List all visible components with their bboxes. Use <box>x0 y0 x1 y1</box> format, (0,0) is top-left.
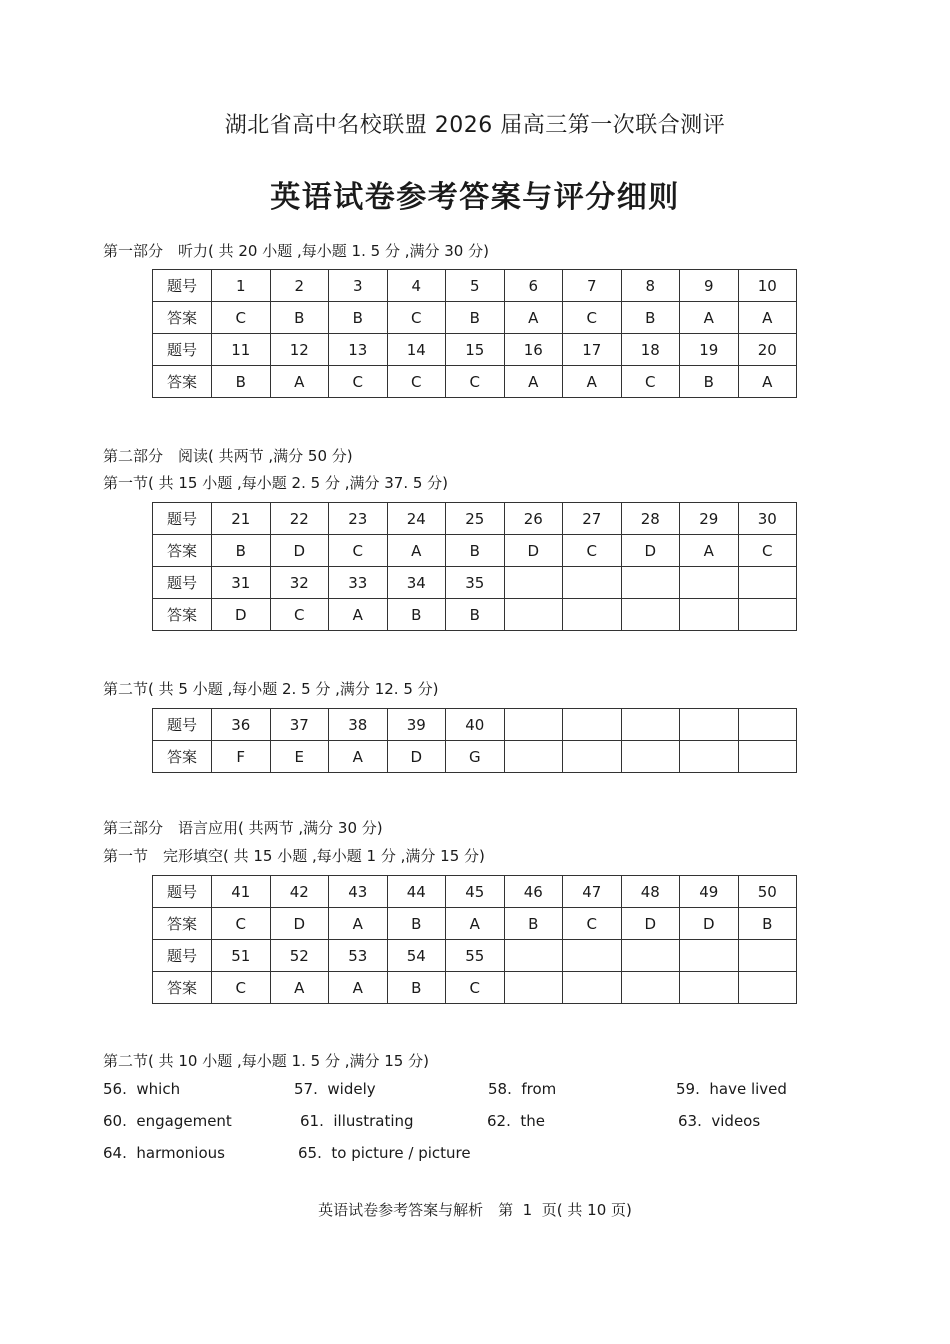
question-row <box>153 567 797 599</box>
question-number-cell: 6 <box>504 270 563 302</box>
question-row <box>153 709 797 741</box>
question-number-cell: 53 <box>329 940 388 972</box>
answer-row-label: 答案 <box>153 366 212 398</box>
answer-cell: E <box>270 741 329 773</box>
answer-cell: A <box>504 302 563 334</box>
answer-cell <box>563 972 622 1004</box>
answer-cell: C <box>563 302 622 334</box>
document-title: 英语试卷参考答案与评分细则 <box>270 180 680 215</box>
fill-answer: 59. have lived <box>676 1080 787 1098</box>
question-number-cell: 37 <box>270 709 329 741</box>
answer-cell: C <box>329 535 388 567</box>
question-number-cell: 36 <box>212 709 271 741</box>
answer-cell: C <box>446 972 505 1004</box>
question-number-cell: 3 <box>329 270 388 302</box>
question-number-cell <box>680 709 739 741</box>
question-number-cell: 20 <box>738 334 797 366</box>
part3-sec1-answer-table <box>152 875 797 1004</box>
question-number-cell <box>504 940 563 972</box>
question-number-cell <box>504 567 563 599</box>
answer-cell: B <box>212 535 271 567</box>
answer-cell: A <box>270 366 329 398</box>
question-number-cell <box>563 567 622 599</box>
question-row <box>153 876 797 908</box>
question-number-cell: 44 <box>387 876 446 908</box>
question-row-label: 题号 <box>153 876 212 908</box>
question-number-cell: 10 <box>738 270 797 302</box>
answer-cell: A <box>387 535 446 567</box>
answer-row <box>153 302 797 334</box>
question-number-cell: 54 <box>387 940 446 972</box>
answer-cell: A <box>446 908 505 940</box>
part2-sec1-answer-table <box>152 502 797 631</box>
question-number-cell: 45 <box>446 876 505 908</box>
answer-row <box>153 908 797 940</box>
question-number-cell <box>738 940 797 972</box>
answer-cell: F <box>212 741 271 773</box>
answer-cell <box>504 972 563 1004</box>
answer-cell: D <box>680 908 739 940</box>
part3-sec2-heading: 第二节( 共 10 小题 ,每小题 1. 5 分 ,满分 15 分) <box>103 1052 429 1070</box>
question-number-cell: 34 <box>387 567 446 599</box>
answer-cell <box>563 599 622 631</box>
question-number-cell: 42 <box>270 876 329 908</box>
question-number-cell: 25 <box>446 503 505 535</box>
answer-row-label: 答案 <box>153 599 212 631</box>
question-number-cell: 39 <box>387 709 446 741</box>
answer-row <box>153 366 797 398</box>
answer-cell <box>504 741 563 773</box>
fill-answer: 64. harmonious <box>103 1144 225 1162</box>
answer-cell: B <box>446 535 505 567</box>
answer-cell <box>680 741 739 773</box>
question-row <box>153 270 797 302</box>
question-number-cell <box>504 709 563 741</box>
answer-cell: C <box>446 366 505 398</box>
answer-cell: C <box>621 366 680 398</box>
fill-answer: 57. widely <box>294 1080 376 1098</box>
part1-heading: 第一部分 听力( 共 20 小题 ,每小题 1. 5 分 ,满分 30 分) <box>103 242 489 260</box>
answer-cell: A <box>329 972 388 1004</box>
question-number-cell: 51 <box>212 940 271 972</box>
question-number-cell: 24 <box>387 503 446 535</box>
fill-answer: 63. videos <box>678 1112 761 1130</box>
answer-cell <box>680 599 739 631</box>
answer-cell: B <box>680 366 739 398</box>
question-number-cell: 55 <box>446 940 505 972</box>
question-number-cell: 13 <box>329 334 388 366</box>
question-number-cell: 52 <box>270 940 329 972</box>
answer-row-label: 答案 <box>153 302 212 334</box>
question-number-cell: 41 <box>212 876 271 908</box>
answer-cell <box>621 599 680 631</box>
question-row <box>153 940 797 972</box>
question-row-label: 题号 <box>153 709 212 741</box>
part3-sec1-heading: 第一节 完形填空( 共 15 小题 ,每小题 1 分 ,满分 15 分) <box>103 847 485 865</box>
question-number-cell: 33 <box>329 567 388 599</box>
answer-cell <box>738 741 797 773</box>
question-number-cell <box>563 940 622 972</box>
part2-sec2-heading: 第二节( 共 5 小题 ,每小题 2. 5 分 ,满分 12. 5 分) <box>103 680 439 698</box>
answer-cell: B <box>387 599 446 631</box>
question-row-label: 题号 <box>153 567 212 599</box>
question-row <box>153 503 797 535</box>
answer-cell: B <box>446 599 505 631</box>
question-number-cell <box>621 709 680 741</box>
answer-cell: G <box>446 741 505 773</box>
fill-answer: 62. the <box>487 1112 546 1130</box>
question-number-cell: 4 <box>387 270 446 302</box>
answer-cell: B <box>446 302 505 334</box>
question-number-cell: 15 <box>446 334 505 366</box>
answer-cell: A <box>329 908 388 940</box>
question-row-label: 题号 <box>153 334 212 366</box>
exam-title: 湖北省高中名校联盟 2026 届高三第一次联合测评 <box>224 113 726 138</box>
answer-cell <box>504 599 563 631</box>
answer-cell: B <box>621 302 680 334</box>
question-number-cell <box>621 567 680 599</box>
question-number-cell: 47 <box>563 876 622 908</box>
answer-cell: B <box>387 908 446 940</box>
answer-cell: C <box>563 908 622 940</box>
answer-cell: C <box>387 366 446 398</box>
question-number-cell: 7 <box>563 270 622 302</box>
question-number-cell: 32 <box>270 567 329 599</box>
answer-cell: C <box>212 302 271 334</box>
question-number-cell: 29 <box>680 503 739 535</box>
answer-cell: B <box>329 302 388 334</box>
answer-cell: C <box>387 302 446 334</box>
answer-cell: D <box>270 535 329 567</box>
answer-cell: B <box>212 366 271 398</box>
question-number-cell: 17 <box>563 334 622 366</box>
answer-cell: A <box>270 972 329 1004</box>
question-row-label: 题号 <box>153 940 212 972</box>
answer-row <box>153 741 797 773</box>
question-number-cell: 1 <box>212 270 271 302</box>
fill-answer: 58. from <box>488 1080 557 1098</box>
answer-cell: A <box>680 535 739 567</box>
question-number-cell: 12 <box>270 334 329 366</box>
question-number-cell: 31 <box>212 567 271 599</box>
question-number-cell <box>563 709 622 741</box>
answer-cell: C <box>212 908 271 940</box>
question-number-cell: 9 <box>680 270 739 302</box>
answer-cell <box>563 741 622 773</box>
question-number-cell: 2 <box>270 270 329 302</box>
fill-answer: 56. which <box>103 1080 181 1098</box>
answer-cell: A <box>563 366 622 398</box>
question-number-cell <box>738 567 797 599</box>
answer-cell: A <box>738 302 797 334</box>
question-number-cell <box>680 567 739 599</box>
answer-cell: A <box>504 366 563 398</box>
answer-cell <box>738 599 797 631</box>
question-number-cell <box>621 940 680 972</box>
question-row <box>153 334 797 366</box>
question-number-cell: 5 <box>446 270 505 302</box>
part2-heading: 第二部分 阅读( 共两节 ,满分 50 分) <box>103 447 353 465</box>
answer-cell: A <box>738 366 797 398</box>
answer-row-label: 答案 <box>153 535 212 567</box>
question-number-cell: 11 <box>212 334 271 366</box>
question-number-cell: 30 <box>738 503 797 535</box>
part2-sec2-answer-table <box>152 708 797 773</box>
question-number-cell <box>738 709 797 741</box>
answer-row-label: 答案 <box>153 972 212 1004</box>
question-number-cell: 27 <box>563 503 622 535</box>
answer-cell: B <box>387 972 446 1004</box>
answer-cell: D <box>212 599 271 631</box>
question-number-cell <box>680 940 739 972</box>
question-number-cell: 26 <box>504 503 563 535</box>
question-number-cell: 46 <box>504 876 563 908</box>
question-number-cell: 21 <box>212 503 271 535</box>
question-number-cell: 50 <box>738 876 797 908</box>
question-number-cell: 14 <box>387 334 446 366</box>
question-number-cell: 8 <box>621 270 680 302</box>
answer-cell: C <box>329 366 388 398</box>
answer-cell: A <box>680 302 739 334</box>
answer-cell: D <box>270 908 329 940</box>
answer-cell: D <box>387 741 446 773</box>
answer-row <box>153 599 797 631</box>
answer-cell: D <box>621 908 680 940</box>
fill-answer: 61. illustrating <box>300 1112 414 1130</box>
question-number-cell: 16 <box>504 334 563 366</box>
question-row-label: 题号 <box>153 270 212 302</box>
question-number-cell: 35 <box>446 567 505 599</box>
answer-cell <box>621 972 680 1004</box>
answer-cell: B <box>738 908 797 940</box>
question-number-cell: 23 <box>329 503 388 535</box>
fill-answer: 65. to picture / picture <box>298 1144 471 1162</box>
answer-cell: D <box>504 535 563 567</box>
answer-cell: A <box>329 599 388 631</box>
fill-answer: 60. engagement <box>103 1112 232 1130</box>
answer-cell: C <box>212 972 271 1004</box>
answer-cell: D <box>621 535 680 567</box>
question-number-cell: 22 <box>270 503 329 535</box>
answer-cell: C <box>563 535 622 567</box>
question-number-cell: 28 <box>621 503 680 535</box>
question-number-cell: 48 <box>621 876 680 908</box>
answer-cell: A <box>329 741 388 773</box>
part1-answer-table <box>152 269 797 398</box>
question-number-cell: 19 <box>680 334 739 366</box>
answer-cell: B <box>504 908 563 940</box>
question-number-cell: 40 <box>446 709 505 741</box>
page-footer: 英语试卷参考答案与解析 第 1 页( 共 10 页) <box>318 1201 632 1219</box>
answer-row <box>153 972 797 1004</box>
answer-cell <box>680 972 739 1004</box>
answer-cell <box>621 741 680 773</box>
part2-sec1-heading: 第一节( 共 15 小题 ,每小题 2. 5 分 ,满分 37. 5 分) <box>103 474 449 492</box>
question-number-cell: 18 <box>621 334 680 366</box>
answer-cell: B <box>270 302 329 334</box>
question-number-cell: 49 <box>680 876 739 908</box>
part3-heading: 第三部分 语言应用( 共两节 ,满分 30 分) <box>103 819 383 837</box>
answer-cell: C <box>270 599 329 631</box>
question-number-cell: 43 <box>329 876 388 908</box>
question-row-label: 题号 <box>153 503 212 535</box>
question-number-cell: 38 <box>329 709 388 741</box>
answer-cell: C <box>738 535 797 567</box>
answer-cell <box>738 972 797 1004</box>
answer-row <box>153 535 797 567</box>
answer-row-label: 答案 <box>153 741 212 773</box>
answer-row-label: 答案 <box>153 908 212 940</box>
